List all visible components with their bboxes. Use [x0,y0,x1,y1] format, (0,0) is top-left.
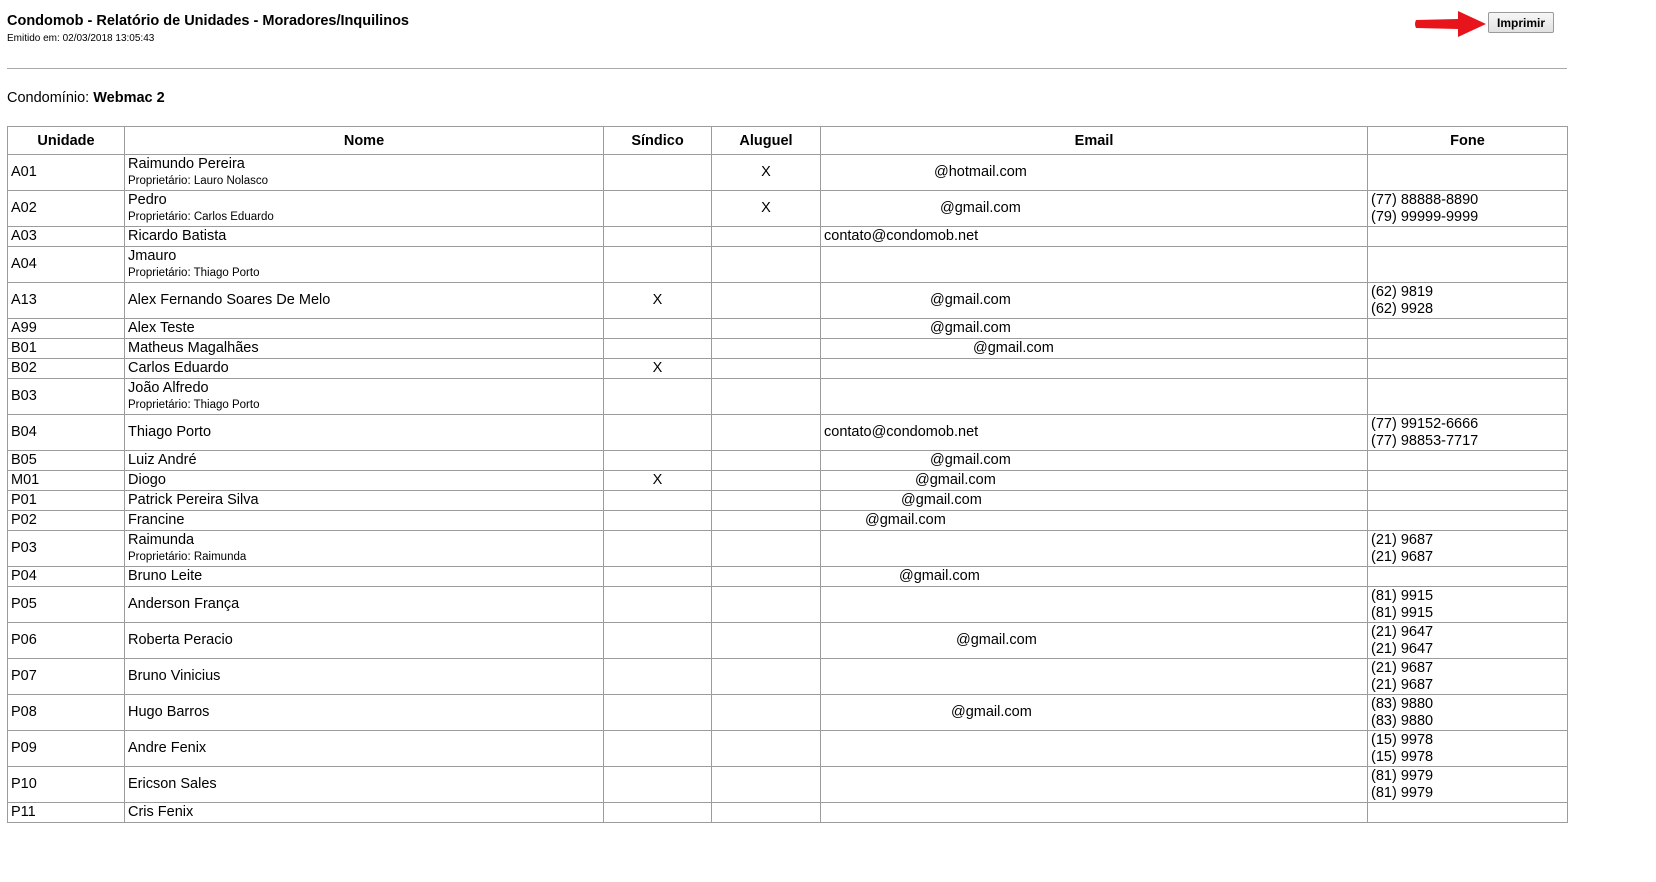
cell-email [821,767,1368,803]
phone-secondary: (21) 9687 [1371,676,1434,693]
resident-name: Andre Fenix [128,740,207,756]
col-header-phone: Fone [1368,127,1568,155]
cell-sindico [604,587,712,623]
cell-unit: P08 [8,695,125,731]
cell-phone [1368,155,1568,191]
cell-sindico: X [604,359,712,379]
owner-name: Proprietário: Raimunda [128,551,247,563]
cell-sindico [604,451,712,471]
phone-primary: (21) 9647 [1371,623,1434,640]
cell-aluguel [712,415,821,451]
phone-secondary: (21) 9687 [1371,548,1434,565]
cell-phone [1368,587,1568,623]
cell-aluguel [712,803,821,823]
table-row [8,567,1568,587]
cell-phone [1368,471,1568,491]
col-header-sindico: Síndico [604,127,712,155]
cell-phone [1368,247,1568,283]
table-row [8,623,1568,659]
arrow-shape [1415,11,1486,37]
table-row [8,247,1568,283]
cell-name [125,587,604,623]
cell-sindico [604,227,712,247]
cell-phone [1368,319,1568,339]
resident-name: Ricardo Batista [128,228,227,244]
cell-aluguel [712,283,821,319]
cell-name [125,471,604,491]
phone-secondary: (15) 9978 [1371,748,1434,765]
resident-name: Thiago Porto [128,424,212,440]
table-row [8,659,1568,695]
cell-aluguel [712,247,821,283]
cell-email: @gmail.com [821,695,1368,731]
cell-email [821,531,1368,567]
cell-unit: B02 [8,359,125,379]
units-table [7,126,1568,823]
table-row [8,155,1568,191]
resident-name: Raimundo Pereira [128,156,245,172]
cell-sindico: X [604,471,712,491]
table-row [8,731,1568,767]
cell-aluguel [712,491,821,511]
red-arrow-icon [1412,10,1488,38]
cell-unit: A03 [8,227,125,247]
resident-name: Cris Fenix [128,804,194,820]
cell-name [125,491,604,511]
cell-aluguel [712,319,821,339]
condo-line [7,89,165,107]
cell-phone [1368,415,1568,451]
phone-primary: (77) 88888-8890 [1371,191,1479,208]
report-header [7,13,409,45]
cell-email: @gmail.com [821,319,1368,339]
cell-aluguel [712,659,821,695]
cell-name [125,191,604,227]
table-body [8,155,1568,823]
cell-phone [1368,379,1568,415]
table-row [8,587,1568,623]
cell-phone [1368,227,1568,247]
cell-unit: P07 [8,659,125,695]
cell-aluguel [712,471,821,491]
cell-email [821,379,1368,415]
resident-name: João Alfredo [128,380,209,396]
cell-unit: P03 [8,531,125,567]
cell-unit: A99 [8,319,125,339]
cell-aluguel [712,695,821,731]
cell-unit: A04 [8,247,125,283]
table-row [8,803,1568,823]
table-row [8,319,1568,339]
cell-unit: P02 [8,511,125,531]
cell-name [125,531,604,567]
phone-primary: (21) 9687 [1371,659,1434,676]
table-row [8,767,1568,803]
cell-unit: P01 [8,491,125,511]
phone-primary: (15) 9978 [1371,731,1434,748]
cell-phone [1368,451,1568,471]
cell-aluguel [712,767,821,803]
phone-primary: (21) 9687 [1371,531,1434,548]
resident-name: Pedro [128,192,167,208]
cell-email: contato@condomob.net [821,415,1368,451]
cell-email: @gmail.com [821,491,1368,511]
cell-phone [1368,191,1568,227]
cell-sindico [604,767,712,803]
cell-aluguel [712,511,821,531]
cell-email: @gmail.com [821,451,1368,471]
cell-name [125,155,604,191]
cell-name [125,567,604,587]
cell-unit: P06 [8,623,125,659]
cell-email: @gmail.com [821,511,1368,531]
cell-name [125,451,604,471]
resident-name: Alex Teste [128,320,195,336]
cell-sindico [604,695,712,731]
cell-phone [1368,803,1568,823]
phone-primary: (81) 9915 [1371,587,1434,604]
cell-name [125,227,604,247]
phone-secondary: (81) 9979 [1371,784,1434,801]
cell-name [125,731,604,767]
cell-aluguel: X [712,155,821,191]
resident-name: Diogo [128,472,166,488]
resident-name: Ericson Sales [128,776,217,792]
phone-primary: (77) 99152-6666 [1371,415,1479,432]
table-row [8,227,1568,247]
cell-phone [1368,531,1568,567]
cell-sindico: X [604,283,712,319]
resident-name: Hugo Barros [128,704,210,720]
cell-sindico [604,415,712,451]
table-row [8,191,1568,227]
cell-sindico [604,191,712,227]
cell-name [125,695,604,731]
cell-email: @hotmail.com [821,155,1368,191]
cell-sindico [604,803,712,823]
cell-email [821,247,1368,283]
phone-secondary: (81) 9915 [1371,604,1434,621]
resident-name: Carlos Eduardo [128,360,229,376]
cell-sindico [604,379,712,415]
cell-name [125,319,604,339]
phone-secondary: (62) 9928 [1371,300,1434,317]
print-button[interactable]: Imprimir [1488,12,1554,33]
cell-name [125,379,604,415]
resident-name: Luiz André [128,452,197,468]
cell-aluguel [712,587,821,623]
resident-name: Bruno Vinicius [128,668,221,684]
cell-unit: A02 [8,191,125,227]
phone-secondary: (79) 99999-9999 [1371,208,1479,225]
cell-phone [1368,695,1568,731]
cell-name [125,803,604,823]
table-row [8,531,1568,567]
col-header-name: Nome [125,127,604,155]
resident-name: Jmauro [128,248,177,264]
cell-sindico [604,567,712,587]
owner-name: Proprietário: Carlos Eduardo [128,211,274,223]
cell-email: @gmail.com [821,623,1368,659]
cell-phone [1368,339,1568,359]
cell-sindico [604,511,712,531]
cell-email: @gmail.com [821,339,1368,359]
cell-email [821,359,1368,379]
cell-email [821,587,1368,623]
cell-aluguel [712,227,821,247]
cell-sindico [604,731,712,767]
cell-aluguel [712,339,821,359]
condo-label: Condomínio: [7,90,90,106]
owner-name: Proprietário: Thiago Porto [128,267,260,279]
cell-phone [1368,623,1568,659]
resident-name: Bruno Leite [128,568,203,584]
cell-phone [1368,283,1568,319]
cell-phone [1368,491,1568,511]
cell-name [125,623,604,659]
cell-unit: A01 [8,155,125,191]
cell-aluguel [712,731,821,767]
cell-sindico [604,155,712,191]
cell-unit: B01 [8,339,125,359]
table-header-row [8,127,1568,155]
phone-secondary: (83) 9880 [1371,712,1434,729]
cell-phone [1368,567,1568,587]
cell-phone [1368,359,1568,379]
resident-name: Roberta Peracio [128,632,233,648]
cell-unit: B04 [8,415,125,451]
cell-phone [1368,659,1568,695]
table-row [8,451,1568,471]
cell-unit: B03 [8,379,125,415]
phone-primary: (62) 9819 [1371,283,1434,300]
cell-sindico [604,319,712,339]
col-header-email: Email [821,127,1368,155]
cell-sindico [604,531,712,567]
cell-aluguel [712,379,821,415]
cell-email [821,659,1368,695]
resident-name: Alex Fernando Soares De Melo [128,292,331,308]
cell-name [125,511,604,531]
cell-sindico [604,659,712,695]
cell-email: @gmail.com [821,567,1368,587]
table-row [8,511,1568,531]
resident-name: Patrick Pereira Silva [128,492,259,508]
cell-unit: M01 [8,471,125,491]
cell-name [125,359,604,379]
cell-sindico [604,623,712,659]
owner-name: Proprietário: Thiago Porto [128,399,260,411]
phone-secondary: (77) 98853-7717 [1371,432,1479,449]
cell-sindico [604,247,712,283]
cell-unit: P05 [8,587,125,623]
table-row [8,359,1568,379]
cell-phone [1368,511,1568,531]
table-row [8,491,1568,511]
table-row [8,283,1568,319]
cell-sindico [604,491,712,511]
phone-primary: (83) 9880 [1371,695,1434,712]
cell-unit: P11 [8,803,125,823]
resident-name: Raimunda [128,532,195,548]
cell-phone [1368,767,1568,803]
cell-aluguel: X [712,191,821,227]
cell-phone [1368,731,1568,767]
resident-name: Matheus Magalhães [128,340,259,356]
cell-aluguel [712,623,821,659]
cell-aluguel [712,359,821,379]
col-header-aluguel: Aluguel [712,127,821,155]
table-row [8,379,1568,415]
cell-unit: A13 [8,283,125,319]
cell-aluguel [712,531,821,567]
cell-aluguel [712,451,821,471]
table-row [8,415,1568,451]
cell-unit: P04 [8,567,125,587]
table-row [8,695,1568,731]
cell-name [125,283,604,319]
cell-name [125,767,604,803]
cell-name [125,339,604,359]
cell-email: contato@condomob.net [821,227,1368,247]
condo-name: Webmac 2 [93,90,165,106]
cell-email [821,803,1368,823]
phone-primary: (81) 9979 [1371,767,1434,784]
table-row [8,339,1568,359]
table-row [8,471,1568,491]
resident-name: Francine [128,512,185,528]
cell-aluguel [712,567,821,587]
cell-email: @gmail.com [821,471,1368,491]
cell-sindico [604,339,712,359]
cell-email [821,731,1368,767]
cell-name [125,659,604,695]
cell-email: @gmail.com [821,191,1368,227]
cell-unit: P10 [8,767,125,803]
owner-name: Proprietário: Lauro Nolasco [128,175,268,187]
resident-name: Anderson França [128,596,240,612]
cell-name [125,247,604,283]
phone-secondary: (21) 9647 [1371,640,1434,657]
emitted-timestamp: Emitido em: 02/03/2018 13:05:43 [7,33,155,44]
page-title: Condomob - Relatório de Unidades - Moradores/Inquilinos [7,13,409,29]
cell-unit: B05 [8,451,125,471]
header-divider [7,68,1567,69]
col-header-unit: Unidade [8,127,125,155]
cell-unit: P09 [8,731,125,767]
cell-name [125,415,604,451]
cell-email: @gmail.com [821,283,1368,319]
